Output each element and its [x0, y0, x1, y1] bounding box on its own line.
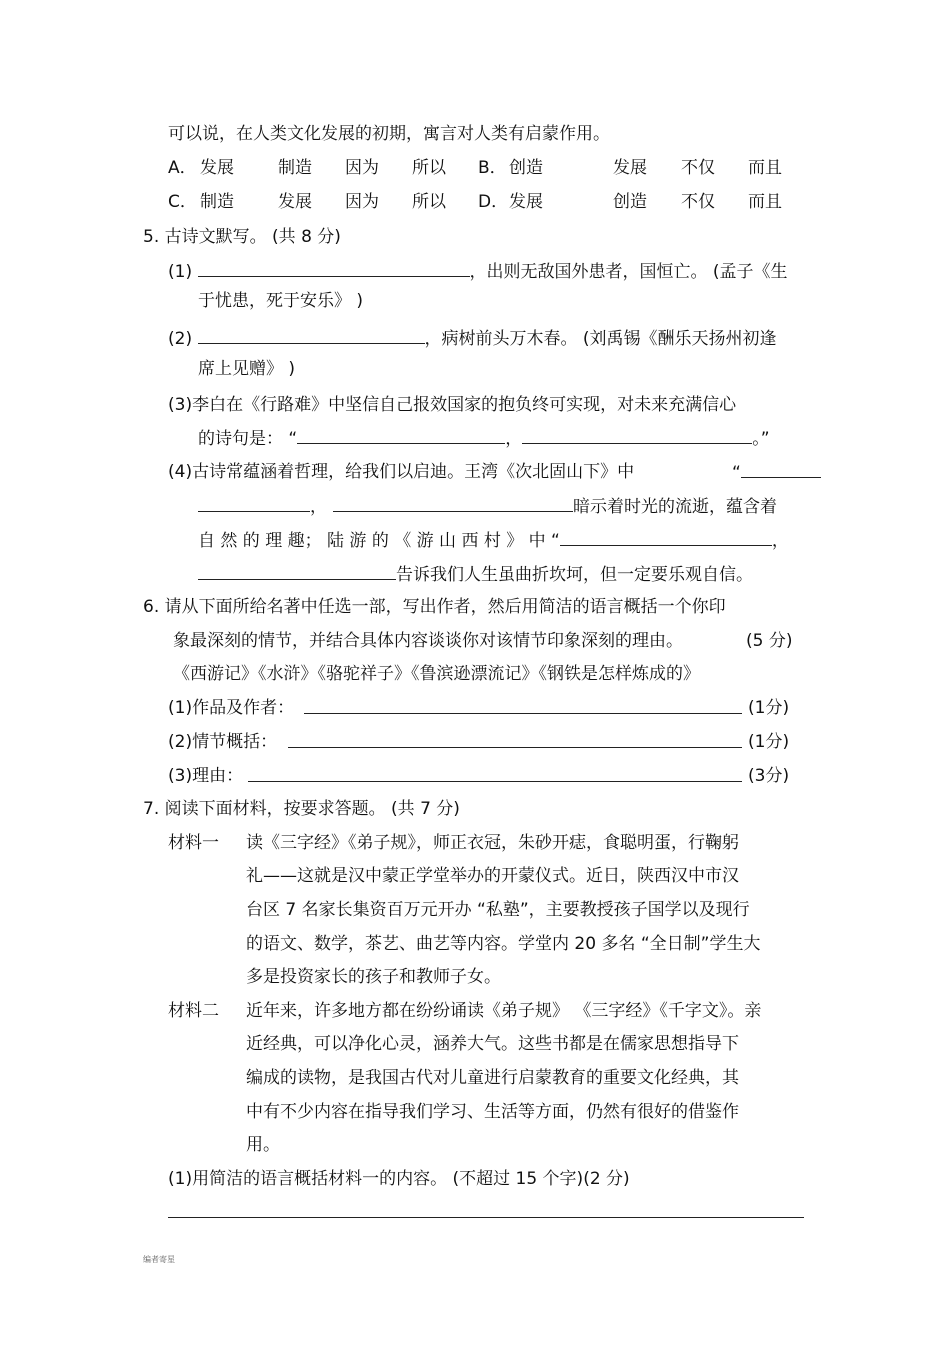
- option-a-word-4: 所以: [412, 158, 446, 178]
- q6-book-list: 《西游记》《水浒》《骆驼祥子》《鲁滨逊漂流记》《钢铁是怎样炼成的》: [173, 664, 700, 684]
- q7-material-2-line: 编成的读物，是我国古代对儿童进行启蒙教育的重要文化经典，其: [246, 1068, 739, 1088]
- q5-item-4-line4-tail: 告诉我们人生虽曲折坎坷，但一定要乐观自信。: [396, 565, 753, 585]
- q5-item-4-comma: ，: [310, 497, 327, 517]
- q7-sub-1-answer-line[interactable]: [168, 1217, 804, 1218]
- q5-item-4-line3-comma: ，: [771, 531, 789, 551]
- q6-title-cont: 象最深刻的情节，并结合具体内容谈谈你对该情节印象深刻的理由。: [173, 631, 683, 651]
- option-c-word-2: 发展: [278, 192, 312, 212]
- q6-sub-3: (3)理由：: [168, 766, 244, 786]
- option-b-word-1: 创造: [509, 158, 543, 178]
- option-a-word-1: 发展: [200, 158, 234, 178]
- q5-item-3-cont: [198, 427, 770, 450]
- q5-item-4-line4: [198, 563, 753, 586]
- q6-title: 6. 请从下面所给名著中任选一部，写出作者，然后用简洁的语言概括一个你印: [143, 597, 726, 617]
- q5-item-3-end: 。”: [752, 429, 770, 449]
- option-d-word-3: 不仅: [681, 192, 715, 212]
- q5-item-3-blank-2[interactable]: [522, 427, 752, 444]
- option-c-letter: C．: [168, 192, 197, 212]
- q5-title: 5. 古诗文默写。 (共 8 分): [143, 227, 341, 247]
- q7-sub-1: (1)用简洁的语言概括材料一的内容。 (不超过 15 个字)(2 分): [168, 1169, 630, 1189]
- q6-sub-2-score: (1分): [748, 732, 790, 752]
- option-b-word-3: 不仅: [681, 158, 715, 178]
- q5-item-4: (4)古诗常蕴涵着哲理，给我们以启迪。王湾《次北固山下》中: [168, 462, 635, 482]
- option-d-letter: D．: [478, 192, 509, 212]
- q5-item-3-blank-1[interactable]: [297, 427, 505, 444]
- option-a-word-3: 因为: [345, 158, 379, 178]
- q7-material-1-line: 多是投资家长的孩子和教师子女。: [246, 967, 501, 987]
- q7-material-1-label: 材料一: [168, 833, 219, 853]
- q5-item-4-quote: [732, 461, 821, 484]
- option-c-word-3: 因为: [345, 192, 379, 212]
- q5-item-4-blank-4[interactable]: [198, 563, 396, 580]
- q5-item-2-number: (2): [168, 329, 193, 349]
- option-b-letter: B．: [478, 158, 507, 178]
- footer-note: 编者寄星: [143, 1255, 175, 1264]
- q7-material-1-line: 礼——这就是汉中蒙正学堂举办的开蒙仪式。近日，陕西汉中市汉: [246, 866, 739, 886]
- q5-item-2-blank[interactable]: [198, 327, 425, 344]
- q5-item-3: (3)李白在《行路难》中坚信自己报效国家的抱负终可实现，对未来充满信心: [168, 395, 737, 415]
- option-d-word-2: 创造: [613, 192, 647, 212]
- q5-item-2-cont: 席上见赠》 ): [198, 359, 296, 379]
- q5-item-4-open-quote: “: [732, 463, 741, 483]
- q5-item-1-number: (1): [168, 262, 193, 282]
- q5-item-3-comma: ，: [505, 429, 523, 449]
- q6-sub-1-answer-line[interactable]: [304, 713, 742, 714]
- q6-sub-1-score: (1分): [748, 698, 790, 718]
- q7-material-2-line: 近年来，许多地方都在纷纷诵读《弟子规》 《三字经》《千字文》。亲: [246, 1001, 762, 1021]
- q7-material-1-line: 读《三字经》《弟子规》，师正衣冠，朱砂开痣，食聪明蛋，行鞠躬: [246, 833, 739, 853]
- q5-item-4-line2: [198, 495, 777, 518]
- option-b-word-4: 而且: [748, 158, 782, 178]
- q7-title: 7. 阅读下面材料，按要求答题。 (共 7 分): [143, 799, 460, 819]
- q5-item-4-tail: 暗示着时光的流逝，蕴含着: [573, 497, 777, 517]
- option-b-word-2: 发展: [613, 158, 647, 178]
- option-a-letter: A．: [168, 158, 197, 178]
- q5-item-2-text: ，病树前头万木春。 (刘禹锡《酬乐天扬州初逢: [424, 329, 777, 349]
- option-c-word-4: 所以: [412, 192, 446, 212]
- q7-material-1-line: 台区 7 名家长集资百万元开办 “私塾”，主要教授孩子国学以及现行: [246, 900, 750, 920]
- q6-sub-3-score: (3分): [748, 766, 790, 786]
- q6-sub-2-answer-line[interactable]: [288, 747, 742, 748]
- q7-material-2-line: 中有不少内容在指导我们学习、生活等方面，仍然有很好的借鉴作: [246, 1102, 739, 1122]
- q5-item-4-line3: [198, 529, 789, 552]
- option-c-word-1: 制造: [200, 192, 234, 212]
- q6-sub-2: (2)情节概括：: [168, 732, 278, 752]
- q5-item-4-blank-1b[interactable]: [198, 495, 310, 512]
- q5-item-3-lead: 的诗句是： “: [198, 429, 298, 449]
- q5-item-4-line3-text: 自 然 的 理 趣； 陆 游 的 《 游 山 西 村 》 中 “: [198, 531, 560, 551]
- q5-item-4-blank-3[interactable]: [560, 529, 772, 546]
- option-d-word-4: 而且: [748, 192, 782, 212]
- q6-score: (5 分): [746, 631, 793, 651]
- q5-item-1: [168, 260, 788, 283]
- option-a-word-2: 制造: [278, 158, 312, 178]
- q5-item-1-text: ，出则无敌国外患者，国恒亡。 (孟子《生: [469, 262, 788, 282]
- q5-item-1-blank[interactable]: [198, 260, 470, 277]
- q7-material-2-line: 近经典，可以净化心灵，涵养大气。这些书都是在儒家思想指导下: [246, 1034, 739, 1054]
- option-d-word-1: 发展: [509, 192, 543, 212]
- q6-sub-3-answer-line[interactable]: [248, 781, 742, 782]
- q5-item-4-blank-1a[interactable]: [741, 461, 821, 478]
- q5-item-1-cont: 于忧患，死于安乐》 ): [198, 291, 364, 311]
- q7-material-2-label: 材料二: [168, 1001, 219, 1021]
- q5-item-2: [168, 327, 777, 350]
- q7-material-2-line: 用。: [246, 1135, 280, 1155]
- q6-sub-1: (1)作品及作者：: [168, 698, 295, 718]
- q5-item-4-blank-2[interactable]: [333, 495, 573, 512]
- q7-material-1-line: 的语文、数学，茶艺、曲艺等内容。学堂内 20 多名 “全日制”学生大: [246, 934, 761, 954]
- passage-tail: 可以说，在人类文化发展的初期，寓言对人类有启蒙作用。: [168, 124, 610, 144]
